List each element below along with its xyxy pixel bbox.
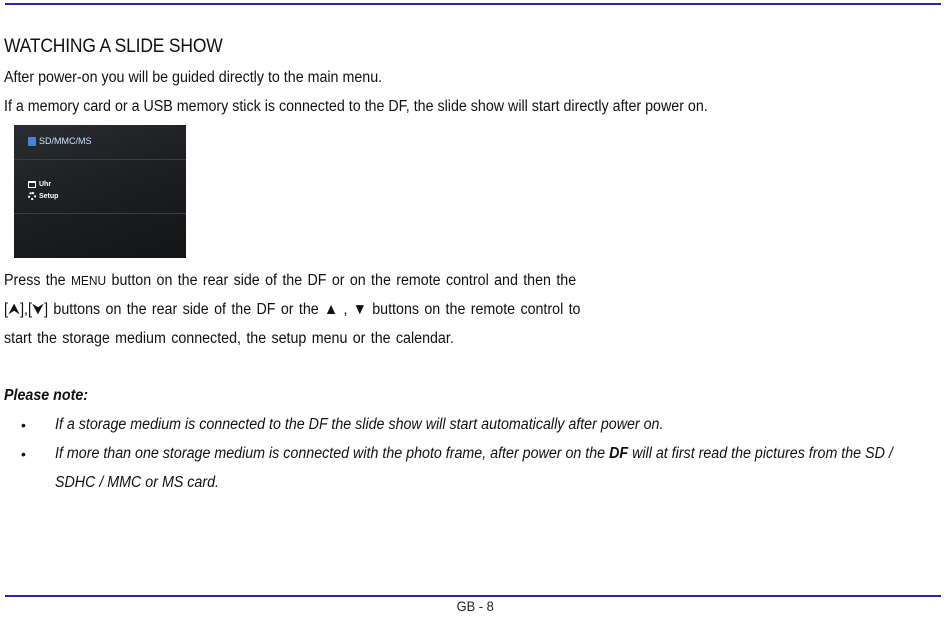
bullet-point: • [21, 417, 26, 433]
screen-divider [14, 159, 186, 160]
menu-key-label: MENU [70, 273, 107, 288]
screen-divider [14, 213, 186, 214]
menu-item-label: Setup [39, 192, 59, 200]
intro-line-1: After power-on you will be guided directly to the main menu. [4, 69, 383, 86]
menu-item-label: SD/MMC/MS [39, 136, 92, 146]
menu-item-setup [28, 192, 58, 200]
intro-line-2: If a memory card or a USB memory stick is connected to the DF, the slide show will start directly after power on. [4, 98, 708, 115]
note-label: Please note: [4, 387, 89, 404]
instruction-line-3: start the storage medium connected, the setup menu or the calendar. [4, 330, 454, 347]
note-item-2-continued: SDHC / MMC or MS card. [55, 474, 220, 491]
page-number: GB - 8 [456, 598, 494, 614]
menu-item-label: Uhr [39, 181, 52, 188]
instruction-text: Press the [4, 272, 71, 289]
gear-icon [28, 192, 36, 200]
menu-item-sd-mmc-ms [28, 136, 92, 146]
note-text: If more than one storage medium is connected with the photo frame, after power on the [55, 445, 610, 462]
page-footer [0, 598, 950, 614]
note-item-2 [55, 445, 893, 463]
note-item-1: If a storage medium is connected to the DF the slide show will start automatically after power on. [55, 416, 664, 433]
menu-item-clock [28, 181, 51, 188]
instruction-text: button on the rear side of the DF or on the remote control and then the [106, 272, 577, 289]
instruction-line-1 [4, 272, 576, 290]
main-menu-screenshot [14, 125, 186, 258]
memory-card-icon [28, 137, 36, 146]
bullet-point: • [21, 446, 26, 462]
section-heading: WATCHING A SLIDE SHOW [4, 36, 223, 57]
note-text: will at first read the pictures from the SD / [628, 445, 893, 462]
calendar-icon [28, 181, 36, 188]
instruction-line-2: [⮝],[⮟] buttons on the rear side of the DF or the ▲ , ▼ buttons on the remote control to [4, 301, 581, 318]
df-emphasis: DF [609, 445, 629, 462]
bottom-rule [5, 595, 941, 597]
top-rule [5, 3, 941, 5]
